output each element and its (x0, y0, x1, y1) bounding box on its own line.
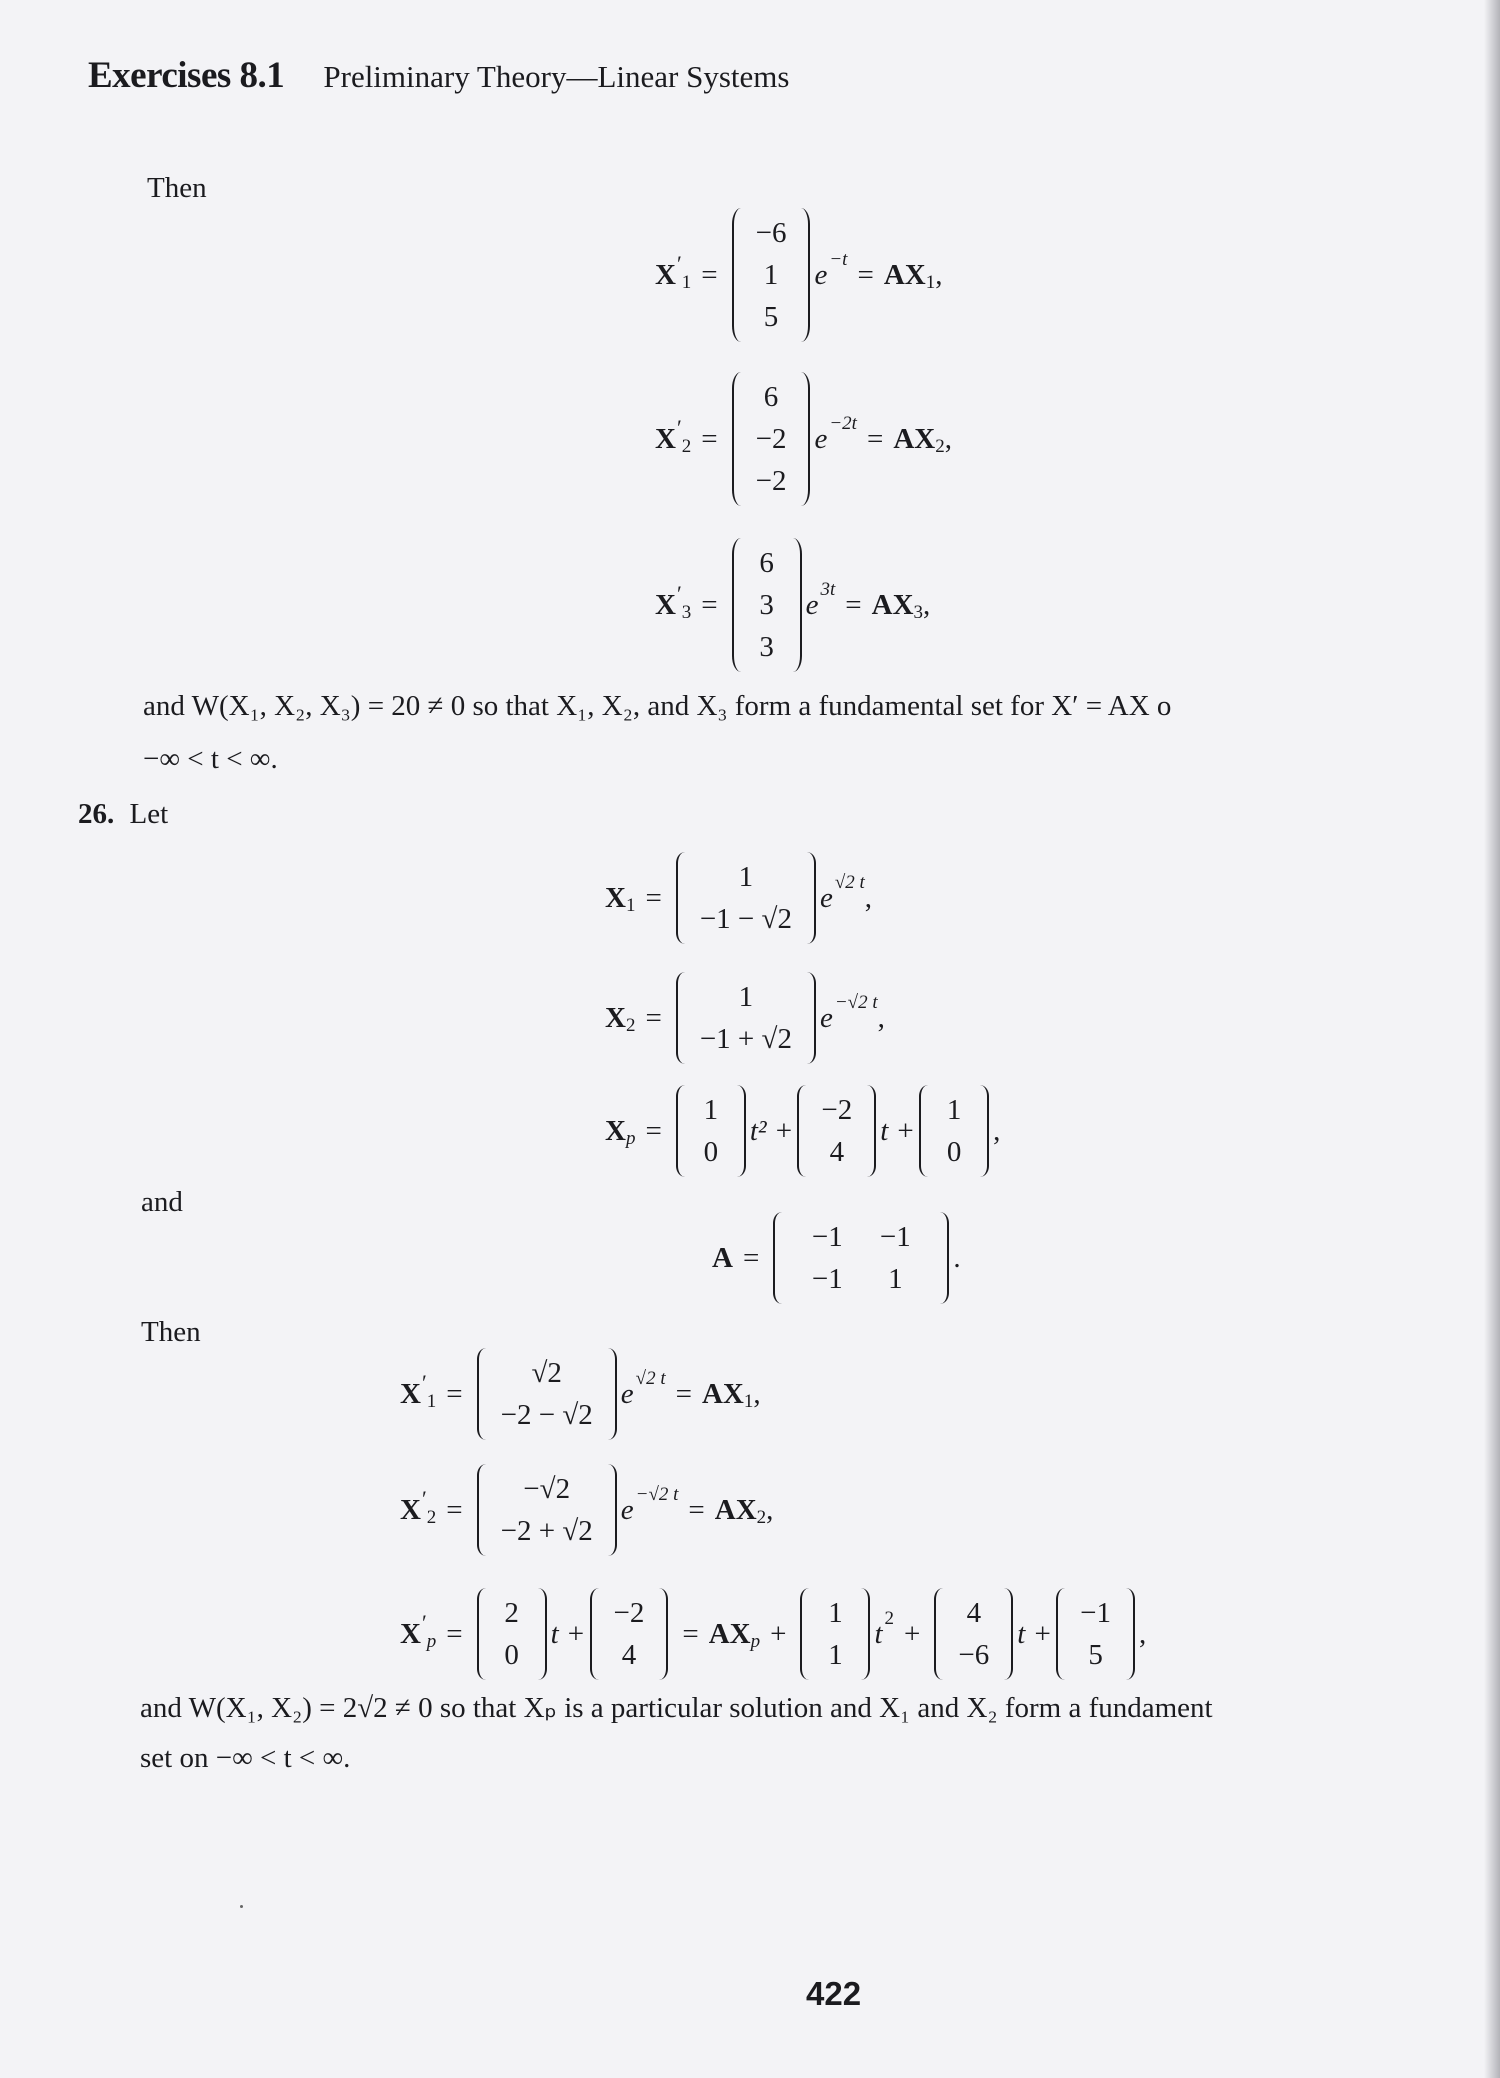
and-label: and (141, 1186, 183, 1218)
symbol-x: X (605, 881, 626, 914)
exercise-number: 26. (78, 798, 115, 830)
vector-entry: 1 (703, 1094, 719, 1126)
rhs-ax: AX (871, 588, 914, 621)
equation-dx2: X ′ 2 = −√2 −2 + √2 e −√2 t = AX 2 , (400, 1464, 773, 1556)
subscript: 2 (935, 436, 945, 458)
vector-entry: 5 (1088, 1639, 1103, 1672)
vector-entry: √2 (531, 1357, 562, 1389)
vector-entry: 0 (946, 1136, 962, 1169)
rhs-ax: AX (883, 258, 926, 291)
subscript: 3 (681, 602, 692, 624)
subscript: 2 (625, 1015, 636, 1037)
column-vector (1056, 1588, 1135, 1680)
vector-entry: 4 (621, 1639, 637, 1672)
equation-x2-prime: X ′ 2 = 6 −2 −2 e −2t = AX 2 , (655, 372, 952, 506)
exponent: −√2 t (635, 1484, 679, 1506)
equation-x1: X 1 = 1 −1 − √2 e √2 t , (605, 852, 872, 944)
vector-entry: 3 (759, 631, 774, 664)
column-vector (797, 1085, 876, 1177)
equation-x2: X 2 = 1 −1 + √2 e −√2 t , (605, 972, 885, 1064)
matrix-entry: −1 (879, 1221, 911, 1253)
vector-entry: 4 (966, 1597, 982, 1629)
speck (240, 1905, 243, 1908)
exponent: −t (829, 249, 848, 271)
vector-entry: −1 + √2 (699, 1023, 792, 1056)
conclusion-26-line1: and W(X₁, X₂) = 2√2 ≠ 0 so that Xₚ is a particular solution and X₁ and X₂ form a fundament (140, 1692, 1213, 1724)
column-vector (477, 1588, 547, 1680)
vector-entry: 1 (738, 861, 754, 893)
matrix-entry: −1 (811, 1263, 843, 1296)
matrix-entry: −1 (811, 1221, 843, 1253)
vector-entry: 1 (763, 259, 779, 292)
vector-entry: −2 (755, 423, 787, 456)
vector-entry: 4 (829, 1136, 845, 1169)
column-vector (732, 538, 802, 672)
subscript: 1 (681, 272, 692, 294)
page-edge-shadow (1484, 0, 1500, 2078)
subscript: 1 (925, 272, 936, 294)
vector-entry: 1 (738, 981, 754, 1013)
vector-entry: 1 (828, 1597, 843, 1629)
symbol-x: X (655, 588, 676, 621)
column-vector (477, 1464, 617, 1556)
equation-dx1: X ′ 1 = √2 −2 − √2 e √2 t = AX 1 , (400, 1348, 761, 1440)
matrix-a-definition: A = −1 −1 −1 1 . (712, 1212, 961, 1304)
symbol-x: X (655, 258, 676, 291)
vector-entry: 3 (759, 589, 774, 622)
column-vector (477, 1348, 617, 1440)
column-vector (590, 1588, 669, 1680)
vector-entry: −2 − √2 (500, 1399, 593, 1432)
vector-entry: −2 (613, 1597, 645, 1629)
column-vector (732, 208, 811, 342)
then-label-25: Then (147, 172, 207, 204)
symbol-a: A (712, 1241, 733, 1274)
section-subtitle: Preliminary Theory—Linear Systems (323, 59, 790, 94)
conclusion-26-line2: set on −∞ < t < ∞. (140, 1742, 351, 1774)
vector-entry: 2 (504, 1597, 519, 1629)
vector-entry: 0 (504, 1639, 519, 1672)
subscript: 3 (913, 602, 924, 624)
vector-entry: −6 (755, 217, 787, 249)
exponent: −2t (829, 413, 857, 435)
exponent: √2 t (635, 1368, 666, 1390)
exponent: −√2 t (834, 992, 878, 1014)
vector-entry: −√2 (523, 1473, 571, 1505)
vector-entry: 6 (763, 381, 779, 413)
column-vector (732, 372, 811, 506)
exponent: 3t (820, 579, 836, 601)
vector-entry: 1 (946, 1094, 962, 1126)
exponent: √2 t (834, 872, 865, 894)
vector-entry: −2 (755, 465, 787, 498)
symbol-x: X (655, 422, 676, 455)
column-vector (800, 1588, 870, 1680)
conclusion-25-line2: −∞ < t < ∞. (143, 743, 278, 775)
conclusion-25-line1: and W(X₁, X₂, X₃) = 20 ≠ 0 so that X₁, X₂, and X₃ form a fundamental set for X′ = AX o (143, 690, 1172, 722)
equation-xp: X p = 1 0 t² + −2 4 t + 1 0 , (605, 1085, 1000, 1177)
let-label: Let (129, 798, 169, 830)
symbol-x: X (605, 1114, 626, 1147)
vector-entry: 6 (759, 547, 774, 579)
symbol-x: X (605, 1001, 626, 1034)
vector-entry: 5 (763, 301, 779, 334)
matrix-a (773, 1212, 949, 1304)
rhs-ax: AX (701, 1377, 744, 1410)
equation-dxp: X ′ p = 2 0 t + −2 4 = AX p + 1 1 t 2 + 4 −6 t + −1 5 , (400, 1588, 1146, 1680)
page-number: 422 (806, 1975, 862, 2012)
subscript: 1 (625, 895, 636, 917)
equation-x1-prime: X ′ 1 = −6 1 5 e −t = AX 1 , (655, 208, 942, 342)
vector-entry: 1 (828, 1639, 843, 1672)
vector-entry: −2 + √2 (500, 1515, 593, 1548)
rhs-ax: AX (893, 422, 936, 455)
column-vector (934, 1588, 1013, 1680)
column-vector (676, 852, 816, 944)
column-vector (676, 972, 816, 1064)
term-t: t + (880, 1114, 916, 1147)
section-title: Exercises 8.1 (88, 55, 285, 96)
vector-entry: −1 − √2 (699, 903, 792, 936)
matrix-entry: 1 (888, 1263, 903, 1296)
term-t-squared: t² + (749, 1114, 794, 1147)
vector-entry: −6 (958, 1639, 990, 1672)
vector-entry: 0 (703, 1136, 719, 1169)
page-header (88, 54, 789, 97)
column-vector (919, 1085, 989, 1177)
equation-x3-prime: X ′ 3 = 6 3 3 e 3t = AX 3 , (655, 538, 930, 672)
rhs-ax: AX (714, 1493, 757, 1526)
vector-entry: −1 (1080, 1597, 1112, 1629)
subscript: 2 (681, 436, 692, 458)
subscript: 1 (743, 1391, 754, 1413)
column-vector (676, 1085, 746, 1177)
subscript: p (625, 1128, 636, 1150)
vector-entry: −2 (821, 1094, 853, 1126)
then-label-26: Then (141, 1316, 201, 1348)
subscript: 2 (756, 1507, 767, 1529)
